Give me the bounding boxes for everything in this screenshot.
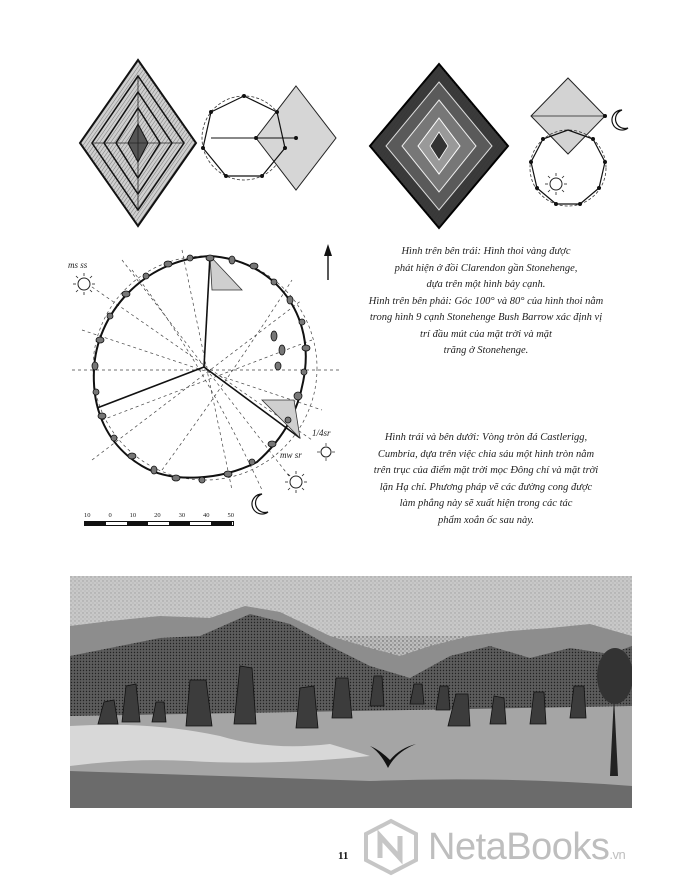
caption-line: phẩm xoắn ốc sau này. — [438, 514, 534, 526]
caption-line: trên trục của điểm mặt trời mọc Đông chí và mặt trời — [373, 465, 599, 476]
caption-line: Hình trên bên trái: Hình thoi vàng được — [401, 246, 571, 257]
caption-line: Hình trái và bên dưới: Vòng tròn đá Castlerigg, — [384, 432, 588, 443]
scale-tick: 10 — [84, 512, 91, 519]
gold-lozenge-engraving — [78, 58, 198, 228]
scale-bar — [84, 512, 234, 526]
heptagon-diagram — [200, 82, 340, 194]
moon-icon — [252, 494, 268, 514]
scale-tick: 30 — [178, 512, 186, 519]
page-number: 11 — [338, 850, 349, 862]
sun-icon — [545, 173, 567, 195]
caption-line: phát hiện ở đồi Clarendon gần Stonehenge, — [394, 262, 578, 274]
label-mw-sr: mw sr — [280, 450, 302, 460]
bush-barrow-lozenge-engraving — [368, 62, 510, 230]
moon-icon — [612, 110, 628, 130]
caption-line: Cumbria, dựa trên việc chia sáu một hình tròn nằm — [377, 448, 595, 460]
caption-top — [342, 244, 630, 360]
caption-line: dựa trên một hình bảy cạnh. — [426, 279, 546, 290]
scale-tick: 0 — [108, 512, 112, 519]
sun-icon — [317, 443, 335, 461]
watermark — [362, 812, 692, 882]
castlerigg-circle-diagram — [62, 240, 352, 530]
castlerigg-landscape-engraving — [70, 576, 632, 808]
watermark-tld: .vn — [609, 846, 626, 862]
sun-icon — [285, 471, 307, 493]
caption-line: lặn Hạ chí. Phương pháp vẽ các đường cong được — [379, 481, 593, 493]
label-quarter-sr: 1/4sr — [312, 428, 331, 438]
scale-tick: 10 — [129, 512, 137, 519]
label-ms-ss: ms ss — [68, 260, 88, 270]
caption-line: trăng ở Stonehenge. — [443, 345, 529, 356]
sun-icon — [73, 273, 95, 295]
caption-bottom — [342, 430, 630, 529]
scale-tick: 40 — [203, 512, 210, 519]
enneagon-diagram — [510, 72, 640, 212]
caption-line: Hình trên bên phải: Góc 100° và 80° của hình thoi nằm — [368, 295, 604, 307]
scale-tick: 20 — [154, 512, 161, 519]
netabooks-logo-icon — [362, 818, 420, 876]
north-arrow-icon — [324, 244, 332, 280]
caption-line: trí đầu mút của mặt trời và mặt — [420, 328, 552, 340]
caption-line: làm phẳng này sẽ xuất hiện trong các tác — [399, 498, 573, 509]
caption-line: trong hình 9 cạnh Stonehenge Bush Barrow xác định vị — [369, 312, 603, 323]
scale-tick: 50 — [227, 512, 234, 519]
watermark-brand: NetaBooks — [428, 825, 610, 868]
